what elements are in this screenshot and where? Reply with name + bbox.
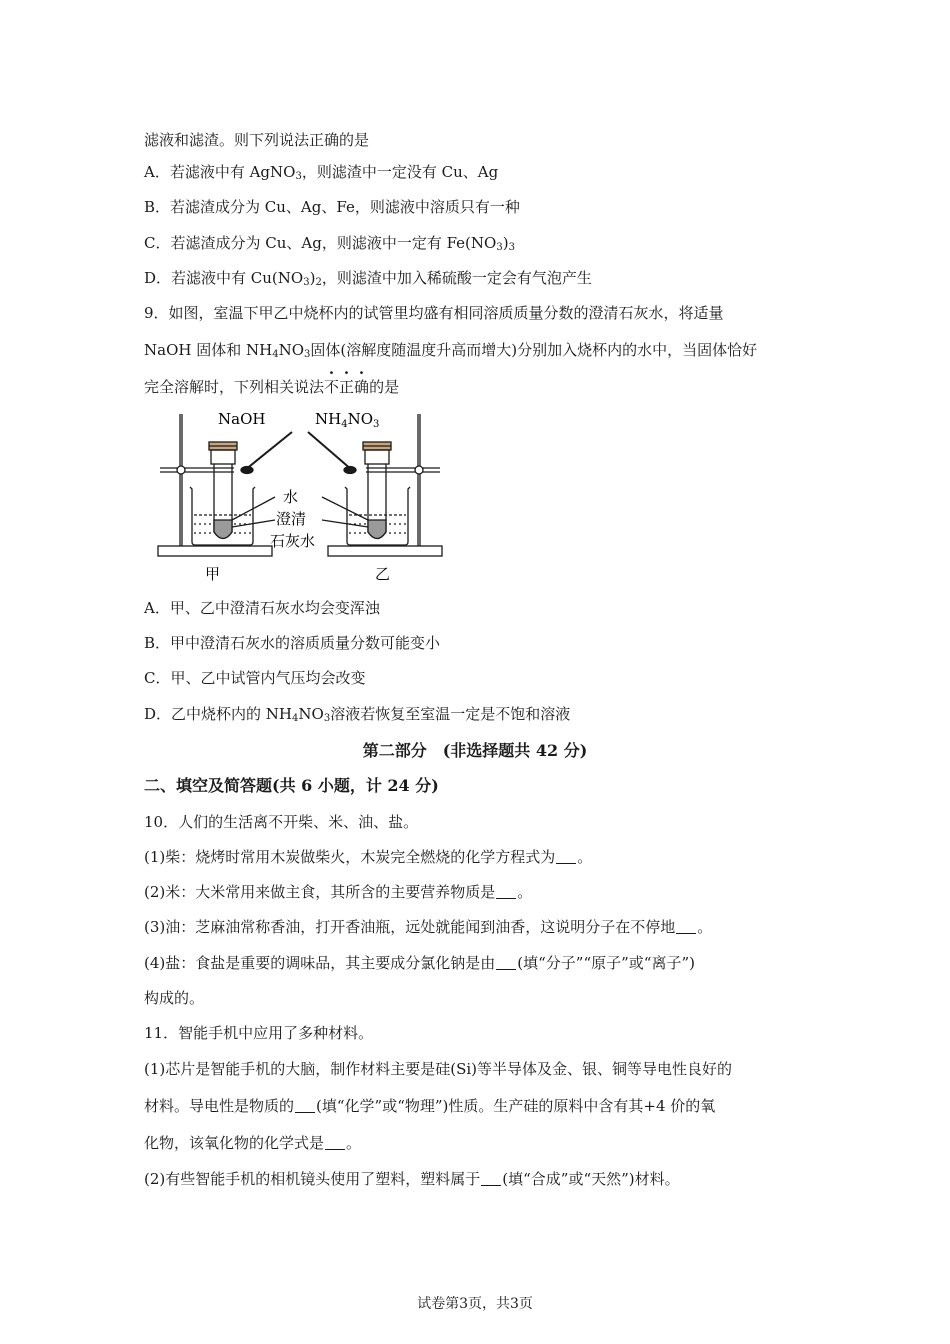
q9-option-a: A．甲、乙中澄清石灰水均会变浑浊 [144,599,380,617]
q10-stem: 10．人们的生活离不开柴、米、油、盐。 [144,813,419,831]
limewater-label-1: 澄清 [276,510,307,528]
q8-option-c: C．若滤渣成分为 Cu、Ag，则滤液中一定有 $Fe(NO_3)_3$ [144,234,515,253]
q11-part1-line3: 化物，该氧化物的化学式是 。 [144,1134,362,1152]
q8-intro: 滤液和滤渣。则下列说法正确的是 [144,131,370,149]
naoh-label: NaOH [218,410,266,428]
q10-part1: (1)柴：烧烤时常用木炭做柴火，木炭完全燃烧的化学方程式为 。 [144,848,593,866]
right-stand-base [328,546,442,556]
q9-stem-line1: 9．如图，室温下甲乙中烧杯内的试管里均盛有相同溶质质量分数的澄清石灰水，将适量 [144,304,724,322]
emphasis-char: 确 [354,378,370,396]
left-stand-base [158,546,272,556]
q10-part2: (2)米：大米常用来做主食，其所含的主要营养物质是 。 [144,883,533,901]
page-footer: 试卷第3页，共3页 [417,1296,533,1312]
answer-blank[interactable] [295,1098,315,1113]
q8-option-a: A．若滤液中有 AgNO$_3$，则滤渣中一定没有 Cu、Ag [144,163,499,182]
answer-blank[interactable] [496,884,516,899]
q8-option-b: B．若滤渣成分为 Cu、Ag、Fe，则滤液中溶质只有一种 [144,198,520,216]
q10-part4-line2: 构成的。 [144,989,205,1007]
q11-part1-line2: 材料。导电性是物质的 (填“化学”或“物理”)性质。生产硅的原料中含有其+4 价的氧 [144,1097,716,1115]
q11-stem: 11．智能手机中应用了多种材料。 [144,1024,374,1042]
section-heading: 二、填空及简答题(共 6 小题，计 24 分) [144,776,439,795]
limewater-label-2: 石灰水 [270,532,316,550]
part2-title: 第二部分 (非选择题共 42 分) [362,741,588,760]
q9-option-b: B．甲中澄清石灰水的溶质质量分数可能变小 [144,634,441,652]
q9-option-d: D．乙中烧杯内的 $NH_4NO_3$溶液若恢复至室温一定是不饱和溶液 [144,705,571,724]
q9-option-c: C．甲、乙中试管内气压均会改变 [144,669,366,687]
label-yi: 乙 [375,565,391,583]
label-jia: 甲 [205,565,221,583]
water-label: 水 [283,488,299,506]
q10-part4: (4)盐：食盐是重要的调味品，其主要成分氯化钠是由 (填“分子”“原子”或“离子”) [144,954,695,972]
q10-part3: (3)油：芝麻油常称香油，打开香油瓶，远处就能闻到油香，这说明分子在不停地 。 [144,918,713,936]
emphasis-char: 不 [324,378,340,396]
q8-option-d: D．若滤液中有 $Cu(NO_3)_2$，则滤渣中加入稀硫酸一定会有气泡产生 [144,269,592,288]
q11-part1-line1: (1)芯片是智能手机的大脑，制作材料主要是硅(Si)等半导体及金、银、铜等导电性良好的 [144,1060,733,1078]
answer-blank[interactable] [325,1135,345,1150]
answer-blank[interactable] [556,849,576,864]
answer-blank[interactable] [481,1171,501,1186]
nh4no3-label: $NH_4NO_3$ [315,410,380,430]
q9-stem-line2: NaOH 固体和 $NH_4NO_3$固体(溶解度随温度升高而增大)分别加入烧杯内的水中，当固体恰好 [144,341,758,360]
answer-blank[interactable] [496,955,516,970]
q9-stem-line3: 完全溶解时，下列相关说法不正确的是 [144,378,400,396]
q11-part2: (2)有些智能手机的相机镜头使用了塑料，塑料属于 (填“合成”或“天然”)材料。 [144,1170,680,1188]
q9-apparatus-figure [150,402,450,587]
answer-blank[interactable] [676,919,696,934]
emphasis-char: 正 [339,378,355,396]
